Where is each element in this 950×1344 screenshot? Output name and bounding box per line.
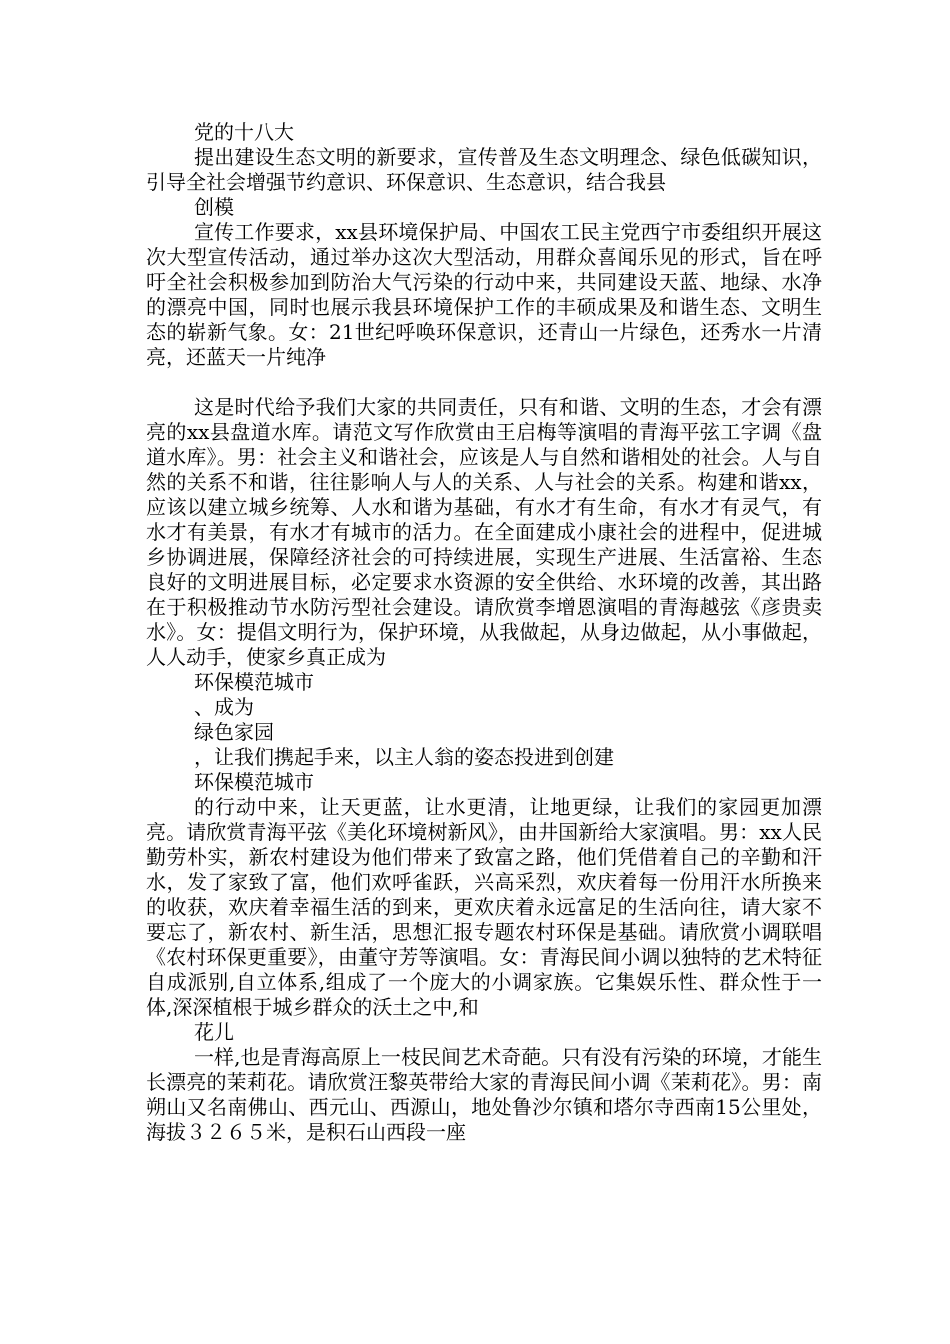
paragraph-7: 、成为 xyxy=(194,695,254,719)
paragraph-11: 的行动中来，让天更蓝，让水更清，让地更绿，让我们的家园更加漂亮。请欣赏青海平弦《美化环境树新风》，由井国新给大家演唱。男：xx人民勤劳朴实，新农村建设为他们带来了致富之路，他们凭借着自己的辛勤和汗水，发了家致了富，他们欢呼雀跃，兴高采烈，欢庆着每一份用汗水所换来的收获，欢庆着幸福生活的到来，更欢庆着永远富足的生活向往，请大家不要忘了，新农村、新生活，思想汇报专题农村环保是基础。请欣赏小调联唱《农村环保更重要》，由董守芳等演唱。女：青海民间小调以独特的艺术特征自成派别,自立体系,组成了一个庞大的小调家族。它集娱乐性、群众性于一体,深深植根于城乡群众的沃土之中,和 xyxy=(146,795,822,1019)
paragraph-10: 环保模范城市 xyxy=(194,770,314,794)
paragraph-12: 花儿 xyxy=(194,1020,234,1044)
paragraph-4: 宣传工作要求，xx县环境保护局、中国农工民主党西宁市委组织开展这次大型宣传活动，通过举办这次大型活动，用群众喜闻乐见的形式，旨在呼吁全社会积极参加到防治大气污染的行动中来，共同建设天蓝、地绿、水净的漂亮中国，同时也展示我县环境保护工作的丰硕成果及和谐生态、文明生态的崭新气象。女：21世纪呼唤环保意识，还青山一片绿色，还秀水一片清亮，还蓝天一片纯净 xyxy=(146,220,822,369)
paragraph-5: 这是时代给予我们大家的共同责任，只有和谐、文明的生态，才会有漂亮的xx县盘道水库。请范文写作欣赏由王启梅等演唱的青海平弦工字调《盘道水库》。男：社会主义和谐社会，应该是人与自然和谐相处的社会。人与自然的关系不和谐，往往影响人与人的关系、人与社会的关系。构建和谐xx，应该以建立城乡统筹、人水和谐为基础，有水才有生命，有水才有灵气，有水才有美景，有水才有城市的活力。在全面建成小康社会的进程中，促进城乡协调进展，保障经济社会的可持续进展，实现生产进展、生活富裕、生态良好的文明进展目标，必定要求水资源的安全供给、水环境的改善，其出路在于积极推动节水防污型社会建设。请欣赏李增恩演唱的青海越弦《彦贵卖水》。女：提倡文明行为，保护环境，从我做起，从身边做起，从小事做起，人人动手，使家乡真正成为 xyxy=(146,395,822,669)
paragraph-9: ，让我们携起手来，以主人翁的姿态投进到创建 xyxy=(194,745,614,769)
paragraph-gap xyxy=(146,370,822,395)
paragraph-13: 一样,也是青海高原上一枝民间艺术奇葩。只有没有污染的环境，才能生长漂亮的茉莉花。请欣赏汪黎英带给大家的青海民间小调《茉莉花》。男：南朔山又名南佛山、西元山、西源山，地处鲁沙尔镇和塔尔寺西南15公里处，海拔３２６５米，是积石山西段一座 xyxy=(146,1045,822,1144)
document-body xyxy=(146,120,822,1145)
paragraph-8: 绿色家园 xyxy=(194,720,274,744)
paragraph-2: 提出建设生态文明的新要求，宣传普及生态文明理念、绿色低碳知识，引导全社会增强节约意识、环保意识、生态意识，结合我县 xyxy=(146,145,822,194)
paragraph-3: 创模 xyxy=(194,195,234,219)
paragraph-1: 党的十八大 xyxy=(194,120,294,144)
paragraph-6: 环保模范城市 xyxy=(194,670,314,694)
